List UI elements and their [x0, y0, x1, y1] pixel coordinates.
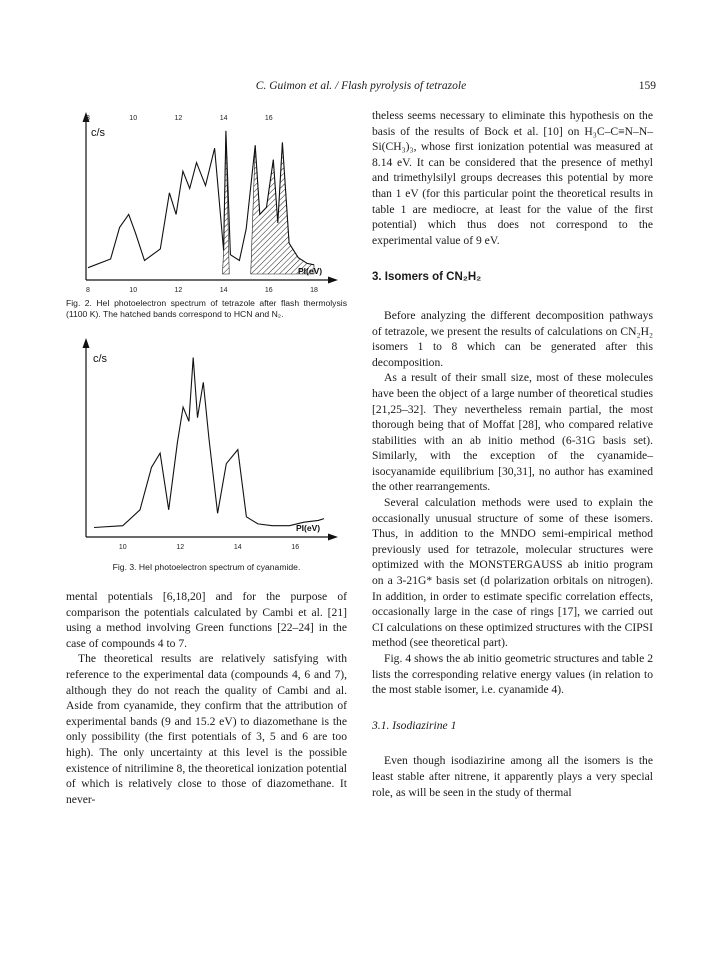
running-title: C. Guimon et al. / Flash pyrolysis of tetrazole [255, 80, 467, 92]
fig3-spectrum-chart [66, 334, 347, 554]
right-column [372, 108, 653, 800]
left-text-block [66, 589, 347, 807]
fig2-top-tick-14: 14 [219, 115, 228, 122]
right-paragraph-6: Even though isodiazirine among all the isomers is the least stable after nitrene, it apparently plays a very special role, as will be seen in the study of thermal [372, 754, 653, 799]
fig3-caption: Fig. 3. HeI photoelectron spectrum of cyanamide. [112, 562, 301, 572]
fig3-unit-label: PI(eV) [296, 523, 321, 533]
fig2-x-arrow [328, 277, 338, 284]
left-column [66, 108, 347, 807]
fig3-bottom-tick-14: 14 [233, 544, 242, 551]
fig2-top-tick-16: 16 [264, 115, 273, 122]
fig2-top-tick-10: 10 [129, 115, 138, 122]
fig2-caption: Fig. 2. HeI photoelectron spectrum of tetrazole after flash thermolysis (1100 K). The hatched bands correspond to HCN and N₂. [66, 298, 347, 319]
fig2-bottom-tick-16: 16 [264, 287, 273, 294]
figure-2 [66, 108, 347, 294]
right-paragraph-5: Fig. 4 shows the ab initio geometric structures and table 2 lists the corresponding relative energy values (in relation to the most stable isomer, i.e. cyanamide 4). [372, 652, 653, 697]
fig2-ylabel: c/s [91, 127, 106, 139]
right-paragraph-4: Several calculation methods were used to explain the occasionally unusual structure of some of these isomers. Thus, in addition to the MNDO semi-empirical method previously used for tetrazole, molecular structures were optimized with the MONSTERGAUSS ab initio program on a 3-21G* basis set (d polarization orbitals on nitrogen). In addition, in order to estimate specific correlation effects, occasionally large in the case of rings [17], we carried out CI calculations on these optimized structures with the CIPSI method (see theoretical part). [372, 496, 653, 650]
figure-3 [66, 334, 347, 554]
fig3-y-arrow [83, 338, 90, 348]
fig3-bottom-tick-labels [119, 544, 299, 551]
right-paragraph-1: theless seems necessary to eliminate this hypothesis on the basis of the results of Bock et al. [10] on H₃C–C≡N–N–Si(CH₃)₃, whose first ionization potential was measured at 8.14 eV. It can be considered that the presence of methyl and trimethylsilyl groups decreases this potential by more than 1 eV (for this particular point the theoretical results in table 1 are mediocre, at least for the value of the first potential) which thus does not correspond to the experimental value of 9 eV. [372, 109, 653, 247]
fig2-bottom-tick-14: 14 [219, 287, 228, 294]
fig3-bottom-tick-16: 16 [291, 544, 300, 551]
page-number: 159 [638, 80, 656, 92]
subsection-heading: 3.1. Isodiazirine 1 [372, 718, 457, 732]
fig3-spectrum-line [94, 358, 324, 528]
running-header [66, 80, 656, 96]
fig2-spectrum-chart [66, 108, 347, 294]
fig2-bottom-tick-18: 18 [310, 287, 318, 294]
fig2-unit-label: PI(eV) [298, 266, 323, 276]
section-heading: 3. Isomers of CN₂H₂ [372, 271, 482, 284]
fig2-bottom-tick-8: 8 [86, 287, 90, 294]
fig2-bottom-tick-12: 12 [174, 287, 183, 294]
fig3-bottom-tick-12: 12 [176, 544, 185, 551]
fig3-bottom-tick-10: 10 [118, 544, 127, 551]
fig2-bottom-tick-labels [86, 287, 318, 294]
fig2-top-tick-labels [86, 115, 273, 122]
left-paragraph-2: The theoretical results are relatively satisfying with reference to the experimental data (compounds 4, 6 and 7), although they do not reach the quality of Cambi and al. Aside from cyanamide, they confirm that the attribution of experimental bands (9 and 15.2 eV) to diazomethane is the only possibility (the first potentials of 3, 5 and 6 are too high). The only uncertainty at this level is the possible existence of nitrilimine 8, the theoretical ionization potential of which is relatively close to those of diazomethane. It never- [66, 652, 347, 806]
fig2-top-tick-8: 8 [86, 115, 90, 122]
left-paragraph-1: mental potentials [6,18,20] and for the purpose of comparison the potentials calculated by Cambi et al. [21] using a method involving Green functions [22–24] in the case of compounds 4 to 7. [66, 590, 347, 650]
fig2-hatched-bands [222, 131, 314, 274]
right-paragraph-2: Before analyzing the different decomposition pathways of tetrazole, we present the results of calculations on CN₂H₂ isomers 1 to 8 which can be generated after this decomposition. [372, 308, 653, 369]
fig2-bottom-tick-10: 10 [129, 287, 138, 294]
right-paragraph-3: As a result of their small size, most of these molecules have been the object of a large number of theoretical studies [21,25–32]. They nevertheless remain partial, the most thorough being that of Moffat [28], who compared relative stabilities with an ab initio method (6-31G basis set). Similarly, with the exception of the cyanamide–isocyanamide equilibrium [30,31], no author has examined the other rearrangements. [372, 371, 653, 494]
fig2-top-tick-12: 12 [174, 115, 183, 122]
fig3-ylabel: c/s [93, 353, 108, 365]
fig3-x-arrow [328, 534, 338, 541]
fig2-hatched-band-2 [251, 142, 314, 274]
